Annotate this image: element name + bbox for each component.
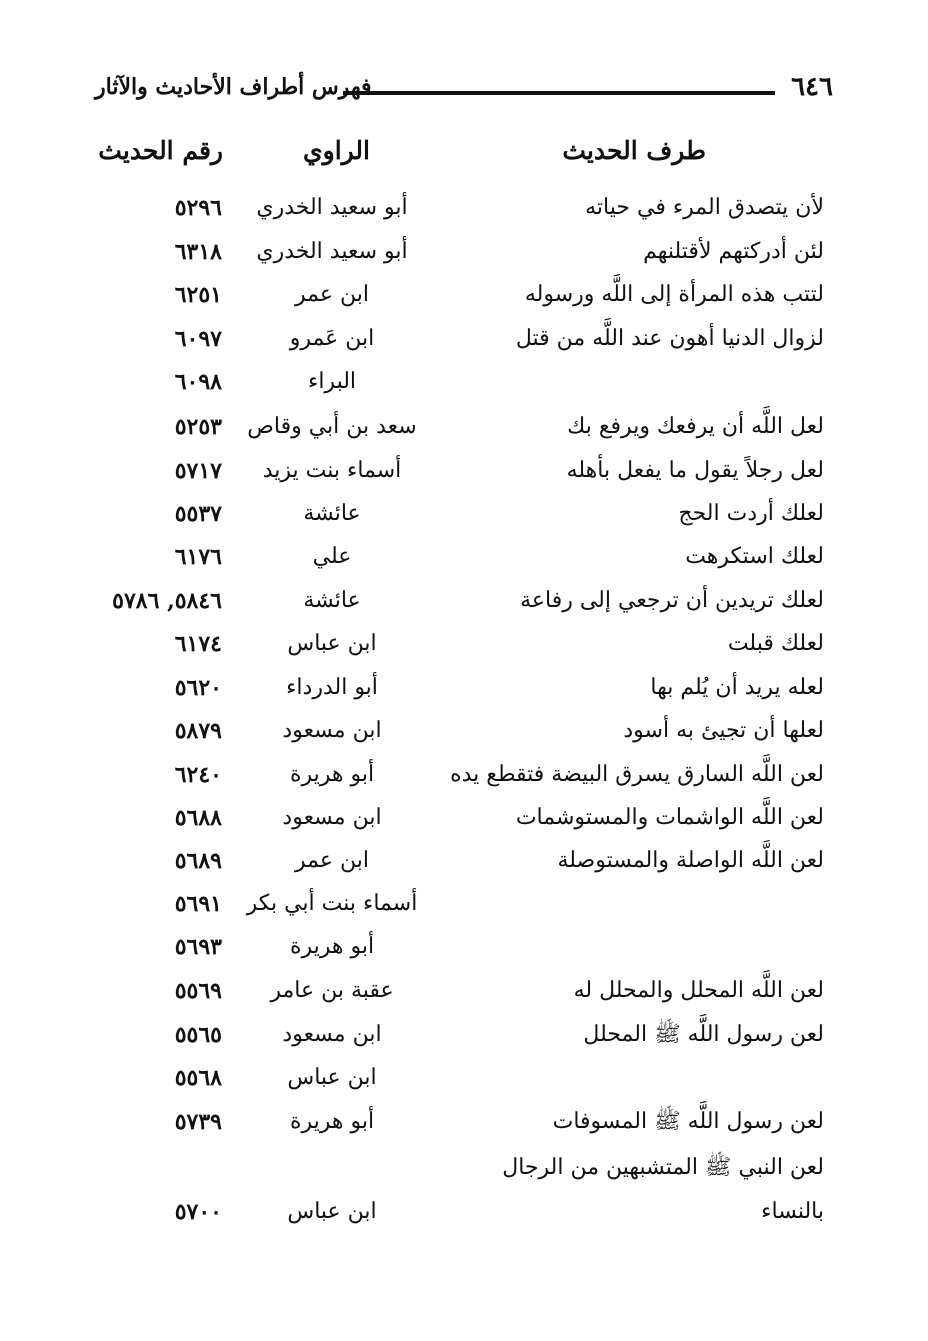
running-title: فهرس أطراف الأحاديث والآثار: [95, 74, 372, 100]
hadith-number: ٦١٧٤: [174, 631, 222, 657]
hadith-text: لعلك تريدين أن ترجعي إلى رفاعة: [520, 588, 824, 613]
narrator-name: أبو الدرداء: [286, 675, 378, 700]
table-row: [0, 882, 928, 926]
narrator-name: ابن مسعود: [282, 805, 382, 830]
hadith-number: ٥٧٣٩: [174, 1109, 222, 1135]
narrator-name: عائشة: [303, 588, 361, 613]
column-header-hadith: طرف الحديث: [562, 136, 706, 165]
hadith-number: ٦١٧٦: [174, 544, 222, 570]
hadith-number: ٥٥٣٧: [174, 501, 222, 527]
table-row: [0, 273, 928, 317]
table-row: [0, 317, 928, 361]
hadith-text: لعل اللَّه أن يرفعك ويرفع بك: [567, 414, 824, 439]
table-row: [0, 925, 928, 969]
table-row: [0, 1190, 928, 1234]
hadith-number: ٥٥٦٩: [174, 978, 222, 1004]
hadith-text: لعل رجلاً يقول ما يفعل بأهله: [566, 458, 824, 483]
hadith-number: ٥٦٢٠: [174, 675, 222, 701]
narrator-name: علي: [312, 544, 352, 569]
table-row: [0, 405, 928, 449]
header-rule: [343, 91, 775, 95]
table-row: [0, 449, 928, 493]
narrator-name: ابن عَمرو: [289, 326, 375, 351]
narrator-name: أسماء بنت يزيد: [262, 458, 402, 483]
hadith-number: ٦٠٩٧: [174, 326, 222, 352]
hadith-text: لعلك استكرهت: [685, 544, 824, 569]
table-row: [0, 579, 928, 623]
narrator-name: سعد بن أبي وقاص: [247, 414, 417, 439]
hadith-text: لعلها أن تجيئ به أسود: [623, 718, 824, 743]
table-row: [0, 753, 928, 797]
hadith-text: لعن اللَّه الواصلة والمستوصلة: [557, 848, 824, 873]
hadith-text: لعن رسول اللَّه ﷺ المحلل: [583, 1022, 824, 1047]
hadith-number: ٥٦٨٨: [174, 805, 222, 831]
table-row: [0, 1100, 928, 1144]
table-row: [0, 666, 928, 710]
hadith-number: ٥٥٦٥: [174, 1022, 222, 1048]
narrator-name: البراء: [307, 369, 357, 394]
hadith-text: لئن أدركتهم لأقتلنهم: [643, 239, 824, 264]
narrator-name: ابن عباس: [287, 1065, 377, 1090]
narrator-name: ابن عمر: [295, 282, 369, 307]
narrator-name: ابن مسعود: [282, 1022, 382, 1047]
hadith-text: لعله يريد أن يُلم بها: [650, 675, 824, 700]
table-row: [0, 360, 928, 404]
hadith-text: بالنساء: [761, 1199, 824, 1224]
narrator-name: عائشة: [303, 501, 361, 526]
hadith-number: ٥٦٩١: [174, 891, 222, 917]
hadith-number: ٥٦٩٣: [174, 934, 222, 960]
table-row: [0, 796, 928, 840]
hadith-text: لعن اللَّه الواشمات والمستوشمات: [515, 805, 824, 830]
hadith-number: ٥٨٧٩: [174, 718, 222, 744]
hadith-text: لعن رسول اللَّه ﷺ المسوفات: [552, 1109, 824, 1134]
hadith-number: ٥٦٨٩: [174, 848, 222, 874]
hadith-number: ٥٥٦٨: [174, 1065, 222, 1091]
hadith-number: ٥٧١٧: [174, 458, 222, 484]
hadith-text: لأن يتصدق المرء في حياته: [585, 195, 824, 220]
table-row: [0, 1013, 928, 1057]
hadith-text: لتتب هذه المرأة إلى اللَّه ورسوله: [524, 282, 824, 307]
table-row: [0, 709, 928, 753]
narrator-name: أسماء بنت أبي بكر: [246, 891, 418, 916]
hadith-text: لعلك أردت الحج: [678, 501, 824, 526]
narrator-name: أبو هريرة: [289, 934, 375, 959]
table-row: [0, 1146, 928, 1190]
column-header-number: رقم الحديث: [98, 136, 223, 165]
narrator-name: أبو هريرة: [289, 762, 375, 787]
table-row: [0, 535, 928, 579]
narrator-name: ابن عمر: [295, 848, 369, 873]
table-row: [0, 839, 928, 883]
table-row: [0, 969, 928, 1013]
narrator-name: ابن عباس: [287, 1199, 377, 1224]
hadith-number: ٥٢٩٦: [174, 195, 222, 221]
page-header: [95, 72, 833, 112]
hadith-text: لعن اللَّه السارق يسرق البيضة فتقطع يده: [450, 762, 824, 787]
column-header-narrator: الراوي: [303, 136, 370, 165]
hadith-number: ٦٣١٨: [174, 239, 222, 265]
hadith-number: ٥٢٥٣: [174, 414, 222, 440]
hadith-number: ٦٠٩٨: [174, 369, 222, 395]
narrator-name: أبو هريرة: [289, 1109, 375, 1134]
hadith-text: لعن اللَّه المحلل والمحلل له: [573, 978, 824, 1003]
narrator-name: ابن مسعود: [282, 718, 382, 743]
hadith-text: لعن النبي ﷺ المتشبهين من الرجال: [502, 1155, 824, 1180]
hadith-text: لعلك قبلت: [727, 631, 824, 656]
table-row: [0, 230, 928, 274]
narrator-name: ابن عباس: [287, 631, 377, 656]
hadith-number: ٥٧٠٠: [174, 1199, 222, 1225]
hadith-number: ٥٨٤٦, ٥٧٨٦: [112, 588, 222, 614]
table-row: [0, 492, 928, 536]
hadith-text: لزوال الدنيا أهون عند اللَّه من قتل: [515, 326, 824, 351]
narrator-name: عقبة بن عامر: [270, 978, 394, 1003]
hadith-number: ٦٢٥١: [174, 282, 222, 308]
table-row: [0, 1056, 928, 1100]
table-row: [0, 186, 928, 230]
narrator-name: أبو سعيد الخدري: [256, 239, 408, 264]
table-row: [0, 622, 928, 666]
hadith-number: ٦٢٤٠: [174, 762, 222, 788]
page-number: ٦٤٦: [791, 72, 833, 102]
narrator-name: أبو سعيد الخدري: [256, 195, 408, 220]
